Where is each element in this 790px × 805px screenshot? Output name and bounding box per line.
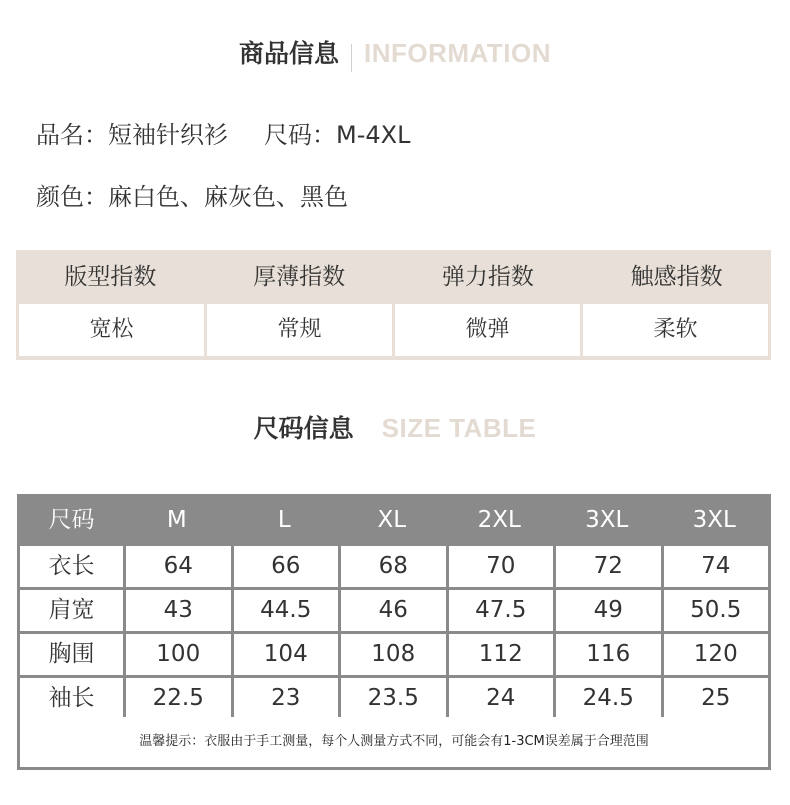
table-cell: 22.5 [126, 678, 231, 719]
row-label: 衣长 [20, 546, 123, 587]
table-cell: 23 [234, 678, 339, 719]
table-cell: 43 [126, 590, 231, 631]
size-range: M-4XL [336, 121, 411, 149]
param-header: 弹力指数 [441, 264, 534, 290]
product-info-line [36, 115, 410, 150]
size-heading [0, 409, 790, 445]
table-row [17, 675, 771, 719]
table-cell: 100 [126, 634, 231, 675]
table-cell: 64 [126, 546, 231, 587]
param-header: 触感指数 [630, 264, 723, 290]
table-cell: 116 [556, 634, 661, 675]
info-title-en: INFORMATION [364, 38, 551, 68]
row-label: 袖长 [20, 678, 123, 719]
param-header: 厚薄指数 [253, 264, 346, 290]
heading-divider [351, 44, 352, 72]
row-label: 肩宽 [20, 590, 123, 631]
size-header-cell: 尺码 [48, 507, 95, 533]
table-cell: 120 [664, 634, 769, 675]
table-cell: 24.5 [556, 678, 661, 719]
size-label: 尺码： [264, 121, 336, 149]
table-cell: 112 [449, 634, 554, 675]
product-name: 短袖针织衫 [108, 121, 228, 149]
table-row [17, 543, 771, 587]
table-cell: 74 [664, 546, 769, 587]
color-label: 颜色： [36, 183, 108, 211]
size-header-cell: XL [377, 507, 407, 533]
row-label: 胸围 [20, 634, 123, 675]
table-cell: 108 [341, 634, 446, 675]
param-value: 宽松 [19, 304, 204, 356]
table-cell: 72 [556, 546, 661, 587]
param-value: 柔软 [583, 304, 768, 356]
param-header: 版型指数 [64, 264, 157, 290]
table-cell: 47.5 [449, 590, 554, 631]
param-value: 常规 [207, 304, 392, 356]
color-values: 麻白色、麻灰色、黑色 [108, 183, 348, 211]
info-title-cn: 商品信息 [238, 39, 339, 68]
table-cell: 49 [556, 590, 661, 631]
table-cell: 50.5 [664, 590, 769, 631]
size-header-cell: 3XL [692, 507, 736, 533]
params-header-row [16, 250, 771, 304]
table-cell: 104 [234, 634, 339, 675]
size-title-cn: 尺码信息 [253, 414, 354, 443]
measurement-note: 温馨提示：衣服由于手工测量，每个人测量方式不同，可能会有1-3CM误差属于合理范围 [20, 717, 768, 767]
table-row [17, 587, 771, 631]
params-value-row [16, 304, 771, 356]
table-cell: 66 [234, 546, 339, 587]
fabric-params-table [16, 250, 771, 360]
table-cell: 46 [341, 590, 446, 631]
param-value: 微弹 [395, 304, 580, 356]
size-header-cell: 3XL [585, 507, 629, 533]
table-cell: 68 [341, 546, 446, 587]
size-header-cell: M [166, 507, 187, 533]
table-cell: 24 [449, 678, 554, 719]
size-header-cell: L [277, 507, 291, 533]
table-cell: 23.5 [341, 678, 446, 719]
size-table-header [17, 494, 771, 546]
product-name-label: 品名： [36, 121, 108, 149]
size-header-cell: 2XL [477, 507, 521, 533]
table-cell: 44.5 [234, 590, 339, 631]
color-info-line [36, 177, 348, 212]
table-cell: 70 [449, 546, 554, 587]
size-title-en: SIZE TABLE [381, 413, 537, 443]
info-heading [0, 34, 790, 72]
size-table [17, 494, 771, 770]
table-cell: 25 [664, 678, 769, 719]
table-row [17, 631, 771, 675]
